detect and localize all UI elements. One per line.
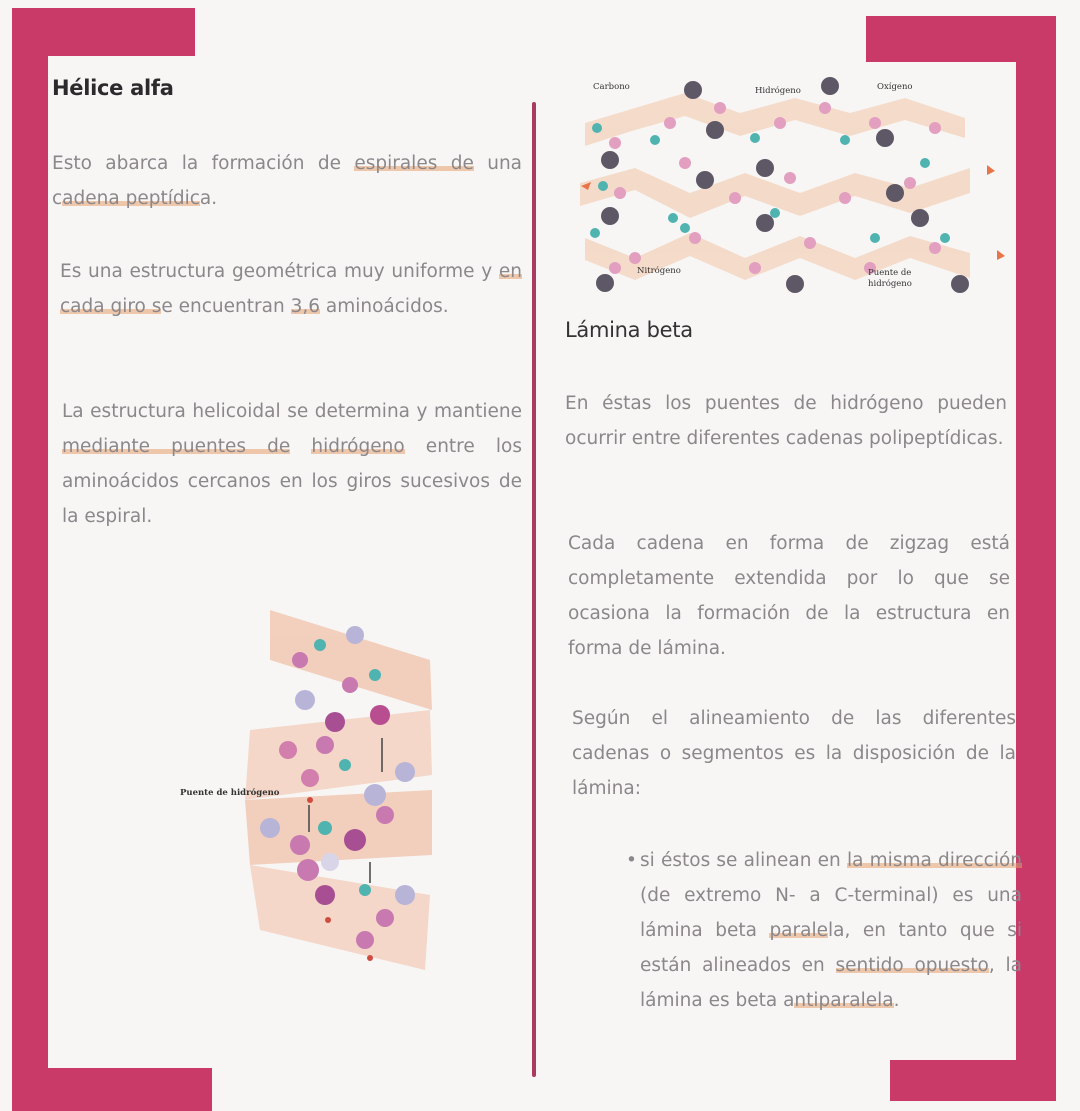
paragraph-beta-3: Según el alineamiento de las diferentes cadenas o segmentos es la disposición de la lámina: bbox=[572, 708, 1016, 799]
frame-corner-bottom-right bbox=[890, 1060, 1056, 1101]
label-hydrogen: Hidrógeno bbox=[755, 86, 801, 96]
paragraph-alpha-2: Es una estructura geométrica muy uniforme y en cada giro se encuentran 3,6 aminoácidos. bbox=[60, 261, 522, 317]
bullet-icon: • bbox=[626, 850, 637, 871]
alpha-helix-diagram bbox=[170, 600, 470, 980]
hbond-label: Puente de hidrógeno bbox=[180, 788, 280, 798]
beta-sheet-diagram bbox=[575, 68, 1015, 298]
paragraph-alpha-1: Esto abarca la formación de espirales de una cadena peptídica. bbox=[52, 153, 523, 209]
label-nitrogen: Nitrógeno bbox=[637, 266, 681, 276]
label-hbond-line2: hidrógeno bbox=[868, 279, 912, 289]
column-divider bbox=[532, 102, 536, 1077]
bullet-item: • si éstos se alinean en la misma dirección (de extremo N- a C-terminal) es una lámina beta paralela, en tanto que si están alineados en sentido opuesto, la lámina es beta antiparalela. bbox=[640, 843, 1022, 1018]
label-hbond-line1: Puente de bbox=[868, 268, 912, 278]
frame-right-bar bbox=[1016, 16, 1056, 1101]
frame-left-bar bbox=[12, 8, 48, 1111]
section-title-beta-sheet: Lámina beta bbox=[565, 318, 693, 342]
section-title-alpha-helix: Hélice alfa bbox=[52, 76, 174, 100]
paragraph-beta-1: En éstas los puentes de hidrógeno pueden ocurrir entre diferentes cadenas polipeptídicas. bbox=[565, 393, 1007, 449]
paragraph-alpha-3: La estructura helicoidal se determina y mantiene mediante puentes de hidrógeno entre los aminoácidos cercanos en los giros sucesivos de la espiral. bbox=[62, 401, 522, 527]
label-oxygen: Oxígeno bbox=[877, 82, 913, 92]
label-carbon: Carbono bbox=[593, 82, 630, 92]
frame-corner-bottom-left bbox=[12, 1068, 212, 1111]
paragraph-beta-2: Cada cadena en forma de zigzag está completamente extendida por lo que se ocasiona la formación de la estructura en forma de lámina. bbox=[568, 533, 1010, 659]
